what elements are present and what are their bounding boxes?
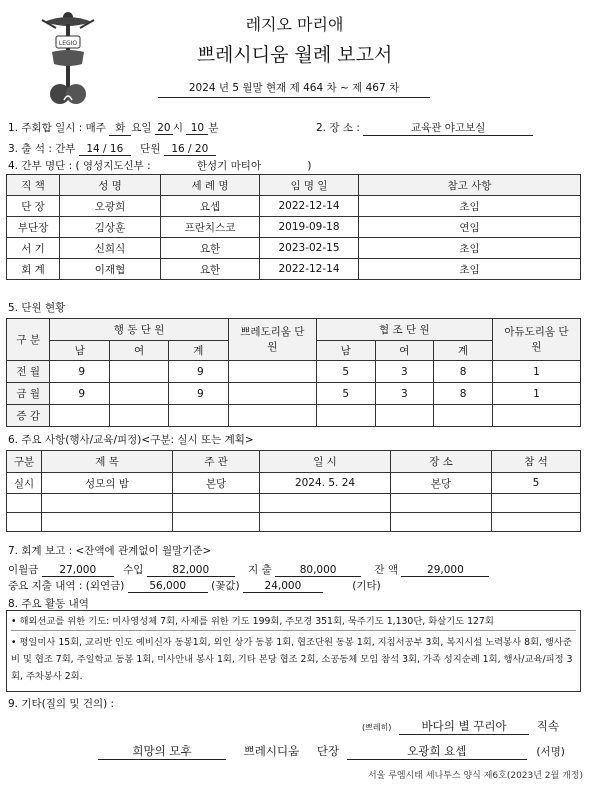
activity-type bbox=[7, 494, 42, 513]
cell: 8 bbox=[434, 383, 493, 405]
sub-header-male: 남 bbox=[50, 341, 110, 361]
officers-label-close: ) bbox=[307, 160, 312, 172]
meeting-place: 교육관 야고보실 bbox=[363, 120, 533, 136]
officers-header: 성 명 bbox=[60, 175, 161, 196]
carry-amount: 27,000 bbox=[42, 564, 114, 577]
auxiliary-members-header: 협 조 단 원 bbox=[316, 319, 492, 341]
activity-date bbox=[260, 513, 391, 532]
officer-role: 부단장 bbox=[7, 217, 60, 238]
work-summary: • 평일미사 15회, 교리반 인도 예비신자 동봉1회, 외인 상가 동봉 1회, 협조단원 동봉 1회, 지침서공부 3회, 복지시설 노력봉사 8회, 행사준비 및 협조 7회, 주일학교 동봉 1회, 미사안내 봉사 1회, 기타 본당 협조 2회, 소공동체 모임 참석 3회, 가족 성지순례 1회, 행사/교육/피정 3회, 주차봉사 2회. bbox=[11, 637, 573, 682]
active-members-header: 행 동 단 원 bbox=[50, 319, 228, 341]
praesidium-name: 희망의 모후 bbox=[98, 743, 226, 760]
sub-header-male: 남 bbox=[316, 341, 375, 361]
hour-unit: 시 bbox=[172, 122, 184, 134]
activity-type bbox=[7, 513, 42, 532]
report-period: 2024 년 5 월말 현재 제 464 차 ~ 제 467 차 bbox=[158, 80, 430, 98]
carry-label: 이월금 bbox=[8, 564, 39, 576]
officer-name: 오광희 bbox=[60, 196, 161, 217]
activity-attendance: 5 bbox=[492, 473, 581, 494]
officer-baptismal-name: 요한 bbox=[161, 259, 260, 280]
report-title: 쁘레시디움 월례 보고서 bbox=[196, 44, 393, 66]
cell: 9 bbox=[168, 361, 228, 383]
cell bbox=[316, 405, 375, 427]
officers-header: 세 례 명 bbox=[161, 175, 260, 196]
officer-appointed-date: 2022-12-14 bbox=[260, 196, 359, 217]
officers-table bbox=[6, 174, 581, 280]
officers-header: 참고 사항 bbox=[359, 175, 581, 196]
curia-belong: 직속 bbox=[536, 719, 559, 733]
activities-header: 주 관 bbox=[173, 451, 260, 473]
expense-amount: 80,000 bbox=[275, 564, 361, 577]
officer-appointed-date: 2022-12-14 bbox=[260, 259, 359, 280]
cell: 9 bbox=[50, 361, 110, 383]
members-table bbox=[6, 318, 581, 427]
weekday-unit: 요일 bbox=[131, 122, 152, 134]
table-row bbox=[7, 473, 581, 494]
income-amount: 82,000 bbox=[147, 564, 235, 577]
curia-prefix: (쁘레히) bbox=[362, 723, 392, 732]
cell: 5 bbox=[316, 383, 375, 405]
cell bbox=[50, 405, 110, 427]
officers-header: 임 명 일 bbox=[260, 175, 359, 196]
activity-attendance bbox=[492, 513, 581, 532]
expense-label: 지 출 bbox=[248, 564, 272, 576]
table-row bbox=[7, 238, 581, 259]
balance-amount: 29,000 bbox=[401, 564, 489, 577]
table-row bbox=[7, 383, 581, 405]
officer-name: 신희식 bbox=[60, 238, 161, 259]
meeting-hour: 20 bbox=[155, 122, 173, 135]
attendance-label: 3. 출 석 : 간부 bbox=[8, 143, 76, 155]
table-row bbox=[7, 196, 581, 217]
officer-note: 초임 bbox=[359, 259, 581, 280]
place-label: 2. 장 소 : bbox=[316, 122, 360, 134]
cell bbox=[110, 361, 169, 383]
cell bbox=[228, 361, 316, 383]
officer-baptismal-name: 요한 bbox=[161, 238, 260, 259]
sign-label: (서명) bbox=[536, 746, 565, 758]
table-row bbox=[7, 259, 581, 280]
table-row bbox=[7, 494, 581, 513]
balance-label: 잔 액 bbox=[374, 564, 399, 576]
officer-appointed-date: 2023-02-15 bbox=[260, 238, 359, 259]
activities-label: 6. 주요 사항(행사/교육/피정)<구분: 실시 또는 계획> bbox=[8, 434, 254, 446]
activity-title bbox=[42, 513, 173, 532]
minute-unit: 분 bbox=[208, 122, 219, 134]
cell: 5 bbox=[316, 361, 375, 383]
cell bbox=[228, 405, 316, 427]
table-row bbox=[7, 513, 581, 532]
officer-role: 회 계 bbox=[7, 259, 60, 280]
cell bbox=[228, 383, 316, 405]
officer-name: 이재협 bbox=[60, 259, 161, 280]
activities-header: 구분 bbox=[7, 451, 42, 473]
officers-header: 직 책 bbox=[7, 175, 60, 196]
members-section-label: 5. 단원 현황 bbox=[8, 302, 66, 314]
adjutorium-members-header: 아듀도리움 단 원 bbox=[492, 319, 580, 361]
meeting-minute: 10 bbox=[186, 122, 208, 135]
activity-title: 성모의 밤 bbox=[42, 473, 173, 494]
org-name: 레지오 마리애 bbox=[245, 15, 344, 34]
sub-header-female: 여 bbox=[375, 341, 434, 361]
leader-label: 단장 bbox=[316, 744, 340, 758]
sub-header-total: 계 bbox=[168, 341, 228, 361]
table-row bbox=[7, 405, 581, 427]
row-label: 전 월 bbox=[7, 361, 50, 383]
form-footer: 서울 루엠시태 세나투스 양식 제6호(2023년 2월 개정) bbox=[367, 771, 583, 781]
svg-text:LEGIO: LEGIO bbox=[58, 40, 78, 47]
praesidium-members-header: 쁘레도리움 단 원 bbox=[228, 319, 316, 361]
officer-note: 초임 bbox=[359, 238, 581, 259]
spiritual-director: 한성기 마티아 bbox=[196, 160, 262, 172]
activity-date: 2024. 5. 24 bbox=[260, 473, 391, 494]
members-label: 단원 bbox=[140, 143, 161, 155]
officer-appointed-date: 2019-09-18 bbox=[260, 217, 359, 238]
officer-note: 연임 bbox=[359, 217, 581, 238]
meeting-weekday: 화 bbox=[109, 120, 131, 136]
sub-header-female: 여 bbox=[110, 341, 169, 361]
members-gubun-header: 구 분 bbox=[7, 319, 50, 361]
expense-detail-2: 24,000 bbox=[243, 580, 323, 593]
officer-baptismal-name: 프란치스코 bbox=[161, 217, 260, 238]
praesidium-word: 쁘레시디움 bbox=[243, 744, 300, 758]
leader-name: 오광희 요셉 bbox=[347, 743, 527, 760]
meeting-label: 1. 주회합 일시 : 매주 bbox=[8, 122, 106, 134]
officer-baptismal-name: 요셉 bbox=[161, 196, 260, 217]
income-label: 수입 bbox=[123, 564, 144, 576]
activities-header: 일 시 bbox=[260, 451, 391, 473]
cell bbox=[110, 405, 169, 427]
activity-place: 본당 bbox=[391, 473, 492, 494]
cell bbox=[110, 383, 169, 405]
activities-table bbox=[6, 450, 581, 532]
activity-date bbox=[260, 494, 391, 513]
officer-attendance: 14 / 16 bbox=[79, 143, 131, 156]
activity-notes-box bbox=[6, 610, 581, 692]
expense-detail-label: 중요 지출 내역 : (외연금) bbox=[8, 580, 125, 592]
row-label: 금 월 bbox=[7, 383, 50, 405]
expense-detail-2-label: (기타) bbox=[352, 580, 381, 592]
cell: 1 bbox=[492, 383, 580, 405]
curia-name: 바다의 별 꾸리아 bbox=[399, 718, 529, 735]
member-attendance: 16 / 20 bbox=[164, 143, 216, 156]
other-label: 9. 기타(질의 및 건의) : bbox=[8, 698, 115, 710]
officers-label: 4. 간부 명단 : ( 영성지도신부 : bbox=[8, 160, 151, 172]
cell bbox=[168, 405, 228, 427]
table-row bbox=[7, 361, 581, 383]
activity-title bbox=[42, 494, 173, 513]
activity-host bbox=[173, 494, 260, 513]
activity-host bbox=[173, 513, 260, 532]
activity-attendance bbox=[492, 494, 581, 513]
activity-type: 실시 bbox=[7, 473, 42, 494]
cell bbox=[492, 405, 580, 427]
cell bbox=[434, 405, 493, 427]
cell bbox=[375, 405, 434, 427]
officer-name: 김상훈 bbox=[60, 217, 161, 238]
work-label: 8. 주요 활동 내역 bbox=[8, 598, 89, 610]
cell: 9 bbox=[168, 383, 228, 405]
officer-note: 초임 bbox=[359, 196, 581, 217]
activity-host: 본당 bbox=[173, 473, 260, 494]
finance-label: 7. 회계 보고 : <잔액에 관계없이 월말기준> bbox=[8, 545, 212, 557]
row-label: 증 감 bbox=[7, 405, 50, 427]
officer-role: 단 장 bbox=[7, 196, 60, 217]
prayer-summary: • 해외선교를 위한 기도: 미사영성체 7회, 사제를 위한 기도 199회, 주모경 351회, 묵주기도 1,130단, 화살기도 127회 bbox=[11, 613, 576, 631]
activity-place bbox=[391, 494, 492, 513]
activities-header: 제 목 bbox=[42, 451, 173, 473]
activity-place bbox=[391, 513, 492, 532]
cell: 1 bbox=[492, 361, 580, 383]
table-row bbox=[7, 217, 581, 238]
expense-detail-1-label: (꽃값) bbox=[211, 580, 240, 592]
activities-header: 장 소 bbox=[391, 451, 492, 473]
sub-header-total: 계 bbox=[434, 341, 493, 361]
expense-detail-1: 56,000 bbox=[128, 580, 208, 593]
cell: 3 bbox=[375, 361, 434, 383]
activities-header: 참 석 bbox=[492, 451, 581, 473]
officer-role: 서 기 bbox=[7, 238, 60, 259]
cell: 9 bbox=[50, 383, 110, 405]
cell: 8 bbox=[434, 361, 493, 383]
cell: 3 bbox=[375, 383, 434, 405]
